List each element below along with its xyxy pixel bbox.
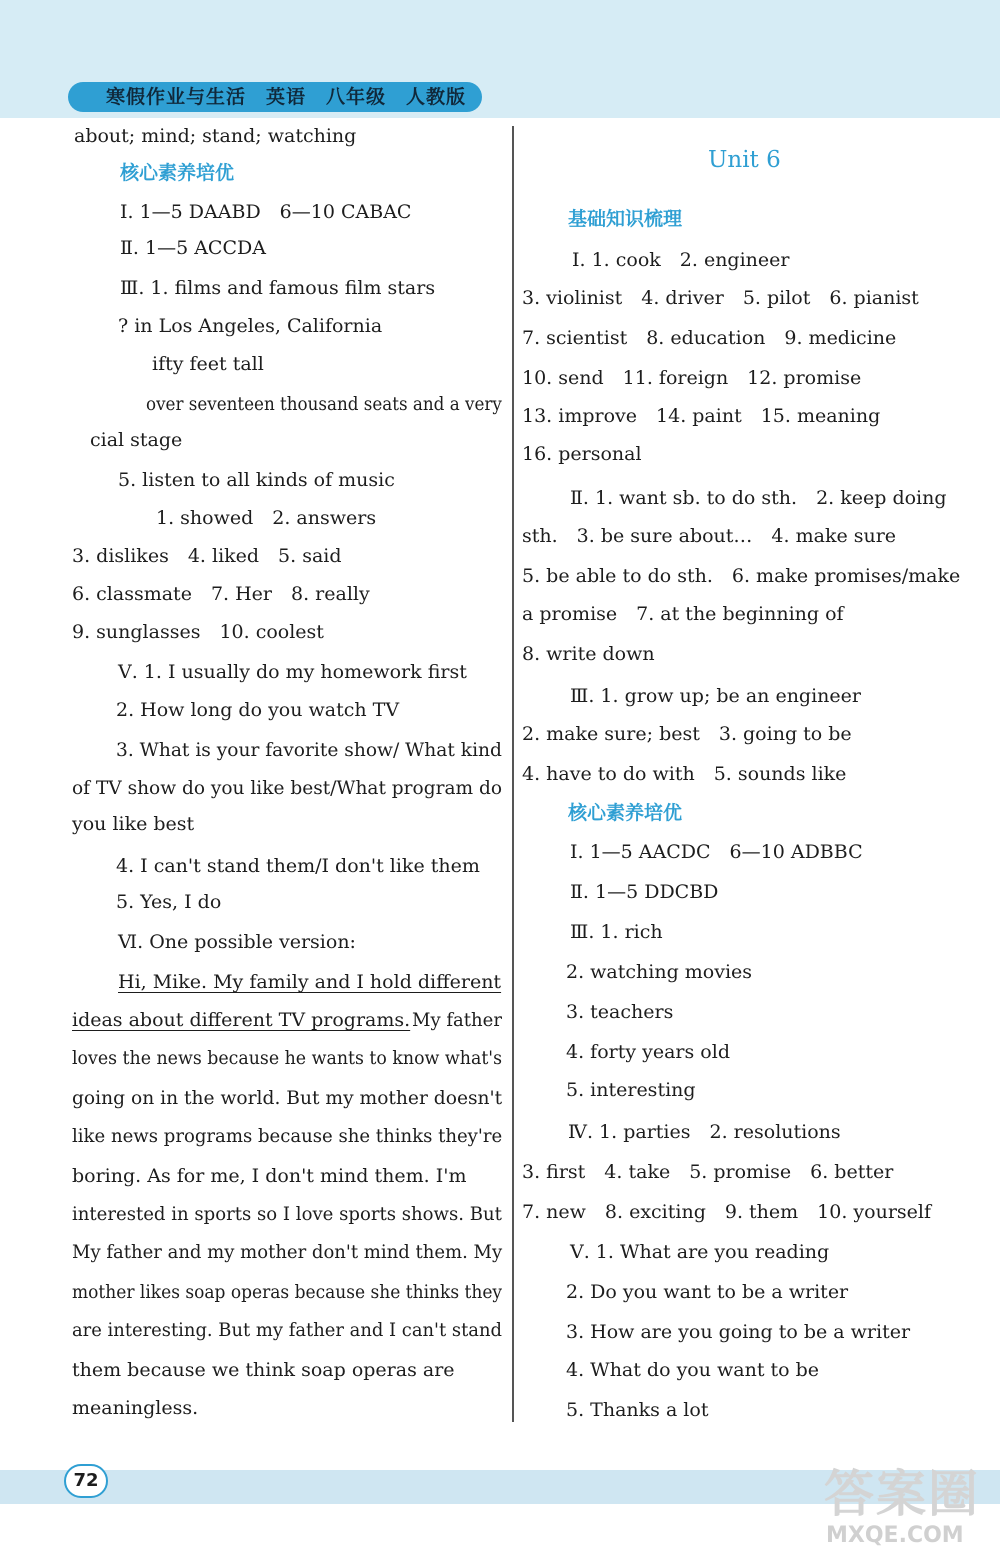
right-answer-line: 8. write down	[522, 643, 655, 665]
right-answer-line: a promise 7. at the beginning of	[522, 603, 844, 625]
unit-title: Unit 6	[708, 147, 781, 173]
left-answer-line: them because we think soap operas are	[72, 1359, 455, 1381]
watermark-logo	[824, 1466, 994, 1552]
right-answer-line: 3. How are you going to be a writer	[566, 1321, 911, 1343]
left-answer-line: Ⅰ. 1—5 DAABD 6—10 CABAC	[120, 201, 412, 223]
left-answer-line: ? in Los Angeles, California	[118, 315, 383, 337]
right-answer-line: sth. 3. be sure about… 4. make sure	[522, 525, 897, 547]
left-underlined-sentence: ideas about different TV programs.	[72, 1009, 411, 1031]
right-answer-line: 7. scientist 8. education 9. medicine	[522, 327, 897, 349]
right-answer-line: 5. Thanks a lot	[566, 1399, 709, 1421]
left-answer-line: of TV show do you like best/What program do	[72, 777, 503, 799]
right-answer-line: 2. Do you want to be a writer	[566, 1281, 849, 1303]
left-answer-line: My father	[412, 1009, 502, 1031]
right-answer-line: Ⅱ. 1. want sb. to do sth. 2. keep doing	[570, 487, 947, 509]
right-answer-line: Ⅱ. 1—5 DDCBD	[570, 881, 719, 903]
left-answer-line: meaningless.	[72, 1397, 199, 1419]
left-answer-line: over seventeen thousand seats and a very	[146, 393, 502, 415]
left-answer-line: 5. listen to all kinds of music	[118, 469, 395, 491]
left-answer-line: 3. dislikes 4. liked 5. said	[72, 545, 342, 567]
left-answer-line: 2. How long do you watch TV	[116, 699, 400, 721]
left-answer-line: 3. What is your favorite show/ What kind	[116, 739, 502, 761]
right-answer-line: 4. forty years old	[566, 1041, 730, 1063]
right-answer-line: 4. What do you want to be	[566, 1359, 820, 1381]
right-answer-line: 3. first 4. take 5. promise 6. better	[522, 1161, 894, 1183]
left-answer-line: about; mind; stand; watching	[74, 125, 357, 147]
left-answer-line: you like best	[72, 813, 195, 835]
watermark-text: 答案圈	[824, 1465, 980, 1523]
right-answer-line: 3. teachers	[566, 1001, 674, 1023]
left-underlined-sentence: Hi, Mike. My family and I hold different	[118, 971, 502, 993]
left-answer-line: boring. As for me, I don't mind them. I'm	[72, 1165, 467, 1187]
column-divider	[512, 126, 514, 1422]
left-answer-line: loves the news because he wants to know what's	[72, 1047, 502, 1069]
left-answer-line: 9. sunglasses 10. coolest	[72, 621, 324, 643]
right-answer-line: 3. violinist 4. driver 5. pilot 6. pianist	[522, 287, 919, 309]
right-answer-line: 13. improve 14. paint 15. meaning	[522, 405, 881, 427]
left-answer-line: My father and my mother don't mind them. My	[72, 1241, 503, 1263]
left-answer-line: going on in the world. But my mother doesn't	[72, 1087, 503, 1109]
right-answer-line: 10. send 11. foreign 12. promise	[522, 367, 862, 389]
book-title-banner: 寒假作业与生活 英语 八年级 人教版	[68, 82, 482, 112]
left-answer-line: 1. showed 2. answers	[156, 507, 377, 529]
left-answer-line: 6. classmate 7. Her 8. really	[72, 583, 370, 605]
right-answer-line: 5. be able to do sth. 6. make promises/make	[522, 565, 961, 587]
left-answer-line: Ⅴ. 1. I usually do my homework first	[118, 661, 467, 683]
right-answer-line: Ⅲ. 1. grow up; be an engineer	[570, 685, 861, 707]
left-answer-line: like news programs because she thinks they're	[72, 1125, 503, 1147]
right-answer-line: Ⅰ. 1—5 AACDC 6—10 ADBBC	[570, 841, 863, 863]
right-answer-line: 7. new 8. exciting 9. them 10. yourself	[522, 1201, 932, 1223]
left-answer-line: mother likes soap operas because she thinks they	[72, 1281, 503, 1303]
left-answer-line: ifty feet tall	[152, 353, 264, 375]
right-answer-line: 2. make sure; best 3. going to be	[522, 723, 852, 745]
right-answer-line: 2. watching movies	[566, 961, 753, 983]
right-answer-line: 4. have to do with 5. sounds like	[522, 763, 847, 785]
left-answer-line: interested in sports so I love sports shows. But	[72, 1203, 502, 1225]
right-answer-line: Ⅴ. 1. What are you reading	[570, 1241, 830, 1263]
right-section-heading: 基础知识梳理	[568, 208, 683, 230]
right-answer-line: Ⅳ. 1. parties 2. resolutions	[568, 1121, 841, 1143]
left-answer-line: 5. Yes, I do	[116, 891, 222, 913]
watermark-url: MXQE.COM	[826, 1523, 964, 1548]
page-number: 72	[64, 1464, 108, 1498]
left-answer-line: Ⅵ. One possible version:	[118, 931, 356, 953]
left-answer-line: 4. I can't stand them/I don't like them	[116, 855, 480, 877]
right-answer-line: 5. interesting	[566, 1079, 696, 1101]
right-answer-line: 16. personal	[522, 443, 642, 465]
left-section-heading: 核心素养培优	[120, 162, 235, 184]
left-answer-line: Ⅲ. 1. films and famous film stars	[120, 277, 436, 299]
left-answer-line: Ⅱ. 1—5 ACCDA	[120, 237, 266, 259]
right-section-heading: 核心素养培优	[568, 802, 683, 824]
right-answer-line: Ⅲ. 1. rich	[570, 921, 663, 943]
right-answer-line: Ⅰ. 1. cook 2. engineer	[572, 249, 790, 271]
left-answer-line: cial stage	[90, 429, 183, 451]
left-answer-line: are interesting. But my father and I can't stand	[72, 1319, 502, 1341]
